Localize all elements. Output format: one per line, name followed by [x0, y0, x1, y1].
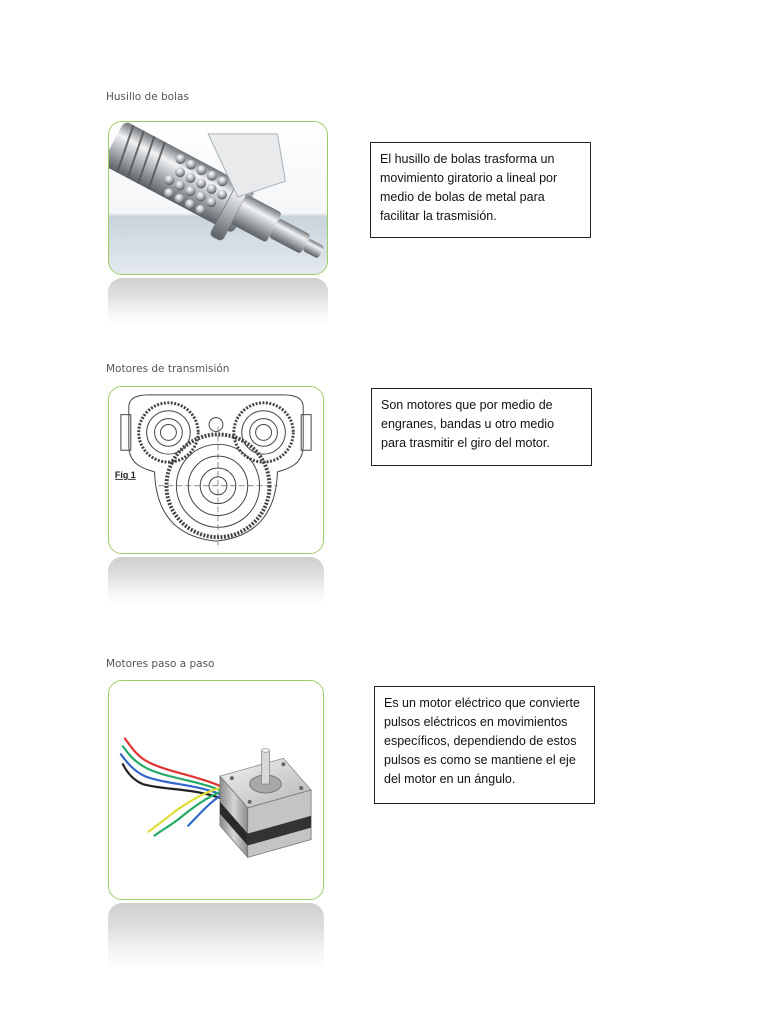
stepper-motor-description: Es un motor eléctrico que convierte pulsos eléctricos en movimientos específicos, dependiendo de estos pulsos es como se mantiene el eje del motor en un ángulo. — [374, 686, 595, 804]
gear-drawing-reflection — [108, 557, 324, 605]
ball-screw-description: El husillo de bolas trasforma un movimiento giratorio a lineal por medio de bolas de metal para facilitar la trasmisión. — [370, 142, 591, 238]
figure-label: Fig 1 — [114, 469, 136, 480]
section-heading-transmision: Motores de transmisión — [106, 363, 230, 375]
gear-drawing-description: Son motores que por medio de engranes, bandas u otro medio para trasmitir el giro del motor. — [371, 388, 592, 466]
stepper-motor-reflection — [108, 903, 324, 969]
gear-drawing-image — [108, 386, 324, 554]
ball-screw-image — [108, 121, 328, 275]
section-heading-husillo: Husillo de bolas — [106, 91, 189, 103]
section-heading-paso-a-paso: Motores paso a paso — [106, 658, 215, 670]
ball-screw-reflection — [108, 278, 328, 324]
stepper-motor-image — [108, 680, 324, 900]
